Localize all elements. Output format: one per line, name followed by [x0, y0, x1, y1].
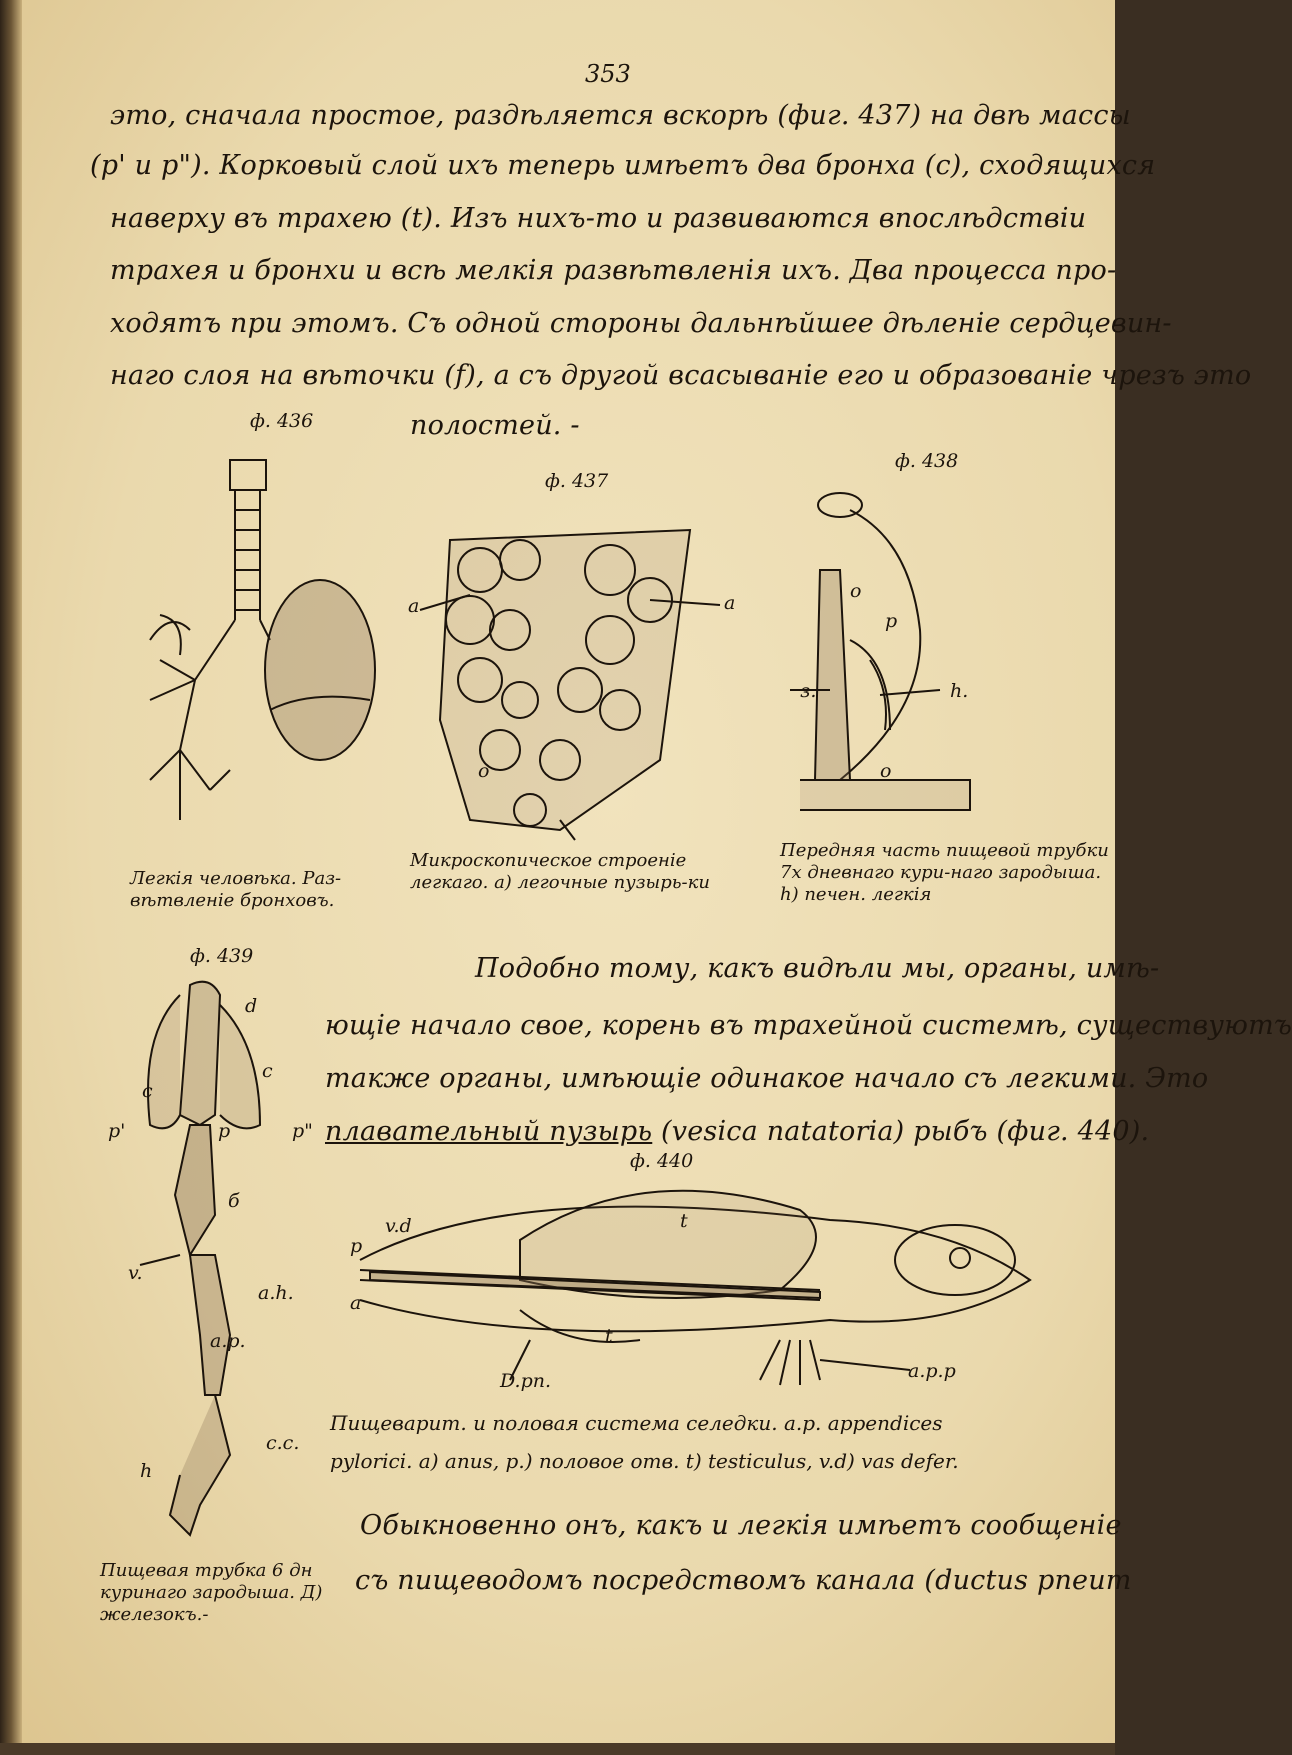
marker-v: v. — [128, 1262, 143, 1284]
text-line: полостей. - — [410, 410, 580, 441]
figure-label-439: ф. 439 — [190, 945, 254, 967]
marker-h: h — [140, 1460, 153, 1482]
marker-a: a — [350, 1292, 362, 1314]
figure-caption-438: Передняя часть пищевой трубки 7х дневнаго кури-наго зародыша. h) печен. легкія — [780, 840, 1109, 905]
page-number: 353 — [585, 60, 631, 88]
marker-t-lower: t — [605, 1325, 613, 1347]
figure-label-440: ф. 440 — [630, 1150, 694, 1172]
marker-app: a.p.p — [908, 1360, 956, 1382]
marker-p-double: p" — [292, 1120, 313, 1142]
text-line: это, сначала простое, раздѣляется вскорѣ (фиг. 437) на двѣ массы — [110, 100, 1131, 131]
text-line: ющіе начало свое, корень въ трахейной системѣ, существуютъ — [325, 1010, 1292, 1041]
marker-dpn: D.pn. — [500, 1370, 552, 1392]
marker-o: о — [478, 760, 490, 782]
marker-vd: v.d — [385, 1215, 412, 1237]
text-line: Подобно тому, какъ видѣли мы, органы, имѣ- — [475, 953, 1160, 984]
marker-o-lower: о — [880, 760, 892, 782]
figure-caption-437: Микроскопическое строеніе легкаго. а) легочные пузырь-ки — [410, 850, 710, 893]
marker-a-left: а — [408, 595, 420, 617]
marker-d: d — [245, 995, 258, 1017]
text-line: Обыкновенно онъ, какъ и легкія имѣетъ сообщеніе — [360, 1510, 1122, 1541]
book-spine-edge — [0, 0, 22, 1755]
figure-caption-436: Легкія человѣка. Раз-вѣтвленіе бронховъ. — [130, 868, 342, 911]
marker-p: р — [885, 610, 898, 632]
text-line: также органы, имѣющіе одинакое начало съ легкими. Это — [325, 1063, 1209, 1094]
marker-p-prime: p' — [108, 1120, 126, 1142]
figure-label-438: ф. 438 — [895, 450, 959, 472]
text-line: (р' и р"). Корковый слой ихъ теперь имѣетъ два бронха (с), сходящихся — [90, 150, 1156, 181]
page-bottom-edge — [0, 1743, 1115, 1755]
marker-p: p — [350, 1235, 363, 1257]
marker-z: з. — [800, 680, 817, 702]
text-line: наго слоя на вѣточки (f), а съ другой всасываніе его и образованіе чрезъ это — [110, 360, 1252, 391]
marker-ah: a.h. — [258, 1282, 294, 1304]
marker-p: p — [218, 1120, 231, 1142]
marker-t-upper: t — [680, 1210, 688, 1232]
figure-label-436: ф. 436 — [250, 410, 314, 432]
text-line: ходятъ при этомъ. Съ одной стороны дальнѣйшее дѣленіе сердцевин- — [110, 308, 1172, 339]
marker-c-left: c — [142, 1080, 153, 1102]
lungs-illustration — [120, 440, 390, 860]
text-line-underlined-term: плавательный пузырь (vesica natatoria) рыбъ (фиг. 440). — [325, 1116, 1150, 1147]
marker-a-right: а — [724, 592, 736, 614]
text-line: трахея и бронхи и всѣ мелкія развѣтвленія ихъ. Два процесса про- — [110, 255, 1117, 286]
figure-label-437: ф. 437 — [545, 470, 609, 492]
marker-b: б — [228, 1190, 240, 1212]
text-line: съ пищеводомъ посредствомъ канала (ductus pneum — [355, 1565, 1132, 1596]
marker-ap: a.p. — [210, 1330, 246, 1352]
underlined-term: плавательный пузырь — [325, 1116, 653, 1147]
marker-h: h. — [950, 680, 969, 702]
figure-caption-439: Пищевая трубка 6 дн куринаго зародыша. Д) железокъ.- — [100, 1560, 323, 1625]
figure-caption-440-line2: pylorici. a) anus, p.) половое отв. t) testiculus, v.d) vas defer. — [330, 1449, 959, 1473]
marker-o-upper: о — [850, 580, 862, 602]
embryo-tube-illustration — [790, 480, 1030, 820]
marker-c-right: c — [262, 1060, 273, 1082]
marker-cc: c.c. — [266, 1432, 300, 1454]
text-line: наверху въ трахею (t). Изъ нихъ-то и развиваются впослѣдствіи — [110, 203, 1087, 234]
lung-microstructure-illustration — [410, 520, 740, 840]
figure-caption-440-line1: Пищеварит. и половая система селедки. а.р. appendices — [330, 1411, 943, 1435]
